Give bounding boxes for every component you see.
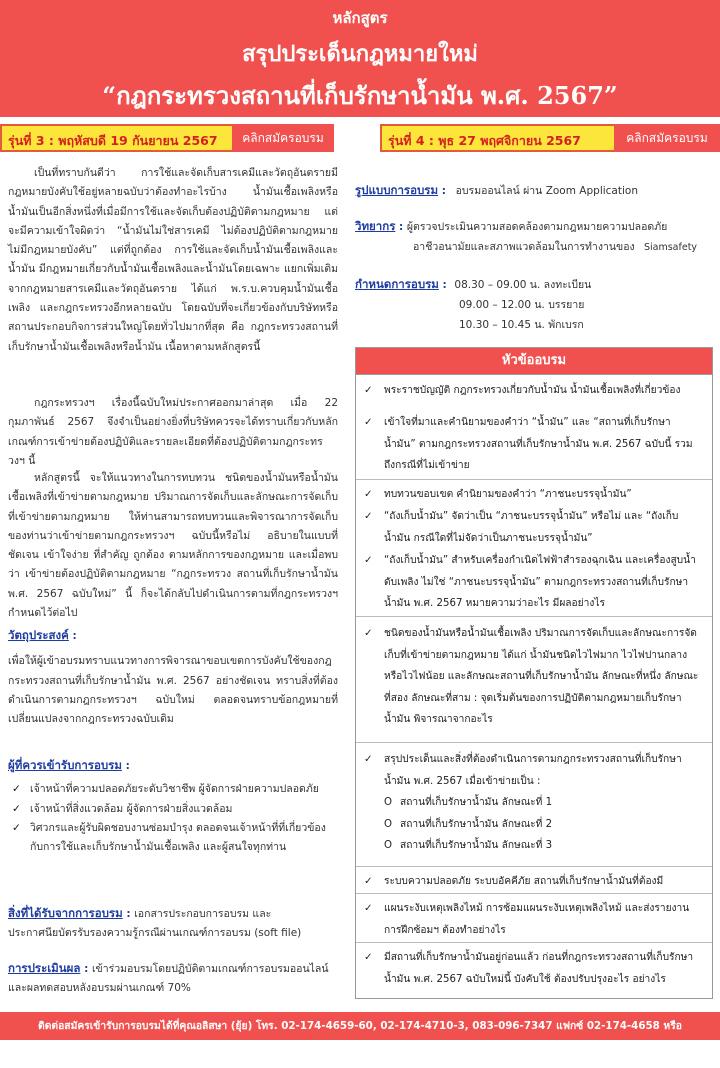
check-icon: ✓ — [364, 555, 373, 566]
course-title: สรุปประเด็นกฎหมายใหม่ — [242, 41, 478, 67]
topic-item — [356, 942, 712, 990]
objective-text: เพื่อให้ผู้เข้าอบรมทราบแนวทางการพิจารณาขอบเขตการบังคับใช้ของกฎกระทรวงสถานที่เก็บรักษาน้ำมัน พ.ศ. 2567 อย่างชัดเจน ทราบสิ่งที่ต้องดำเนินการตามกฎกระทรวงฯ ฉบับใหม่ ตลอดจนทราบข้อกฎหมายที่เปลี่ยนแปลงจากกฎกระทรวงฉบับเดิม — [8, 655, 338, 726]
format-label: รูปแบบการอบรม — [355, 183, 439, 197]
circle-bullet-icon: O — [384, 797, 393, 808]
check-icon: ✓ — [364, 417, 373, 428]
benefit-text: เอกสารประกอบการอบรม และประกาศนียบัตรรับรองความรู้กรณีผ่านเกณฑ์การอบรม (soft file) — [8, 908, 302, 940]
topics-box — [355, 347, 713, 999]
audience-item — [8, 800, 338, 819]
course-subtitle: “กฎกระทรวงสถานที่เก็บรักษาน้ำมัน พ.ศ. 2567” — [102, 81, 618, 110]
schedule-item: 10.30 – 10.45 น. พักเบรก — [459, 319, 584, 331]
speaker-line-1: ผู้ตรวจประเมินความสอดคล้องตามกฎหมายความปลอดภัย — [406, 221, 668, 233]
check-icon: ✓ — [12, 783, 21, 796]
check-icon: ✓ — [364, 876, 373, 887]
objective-section: วัตถุประสงค์ : เพื่อให้ผู้เข้าอบรมทราบแนวทางการพิจารณาขอบเขตการบังคับใช้ของกฎกระทรวงสถานที่เก็บรักษาน้ำมัน พ.ศ. 2567 อย่างชัดเจน ทราบสิ่งที่ต้องดำเนินการตามกฎกระทรวงฯ ฉบับใหม่ ตลอดจนทราบข้อกฎหมายที่เปลี่ยนแปลงจากกฎกระทรวงฉบับเดิม — [8, 626, 338, 729]
topic-text: มีสถานที่เก็บรักษาน้ำมันอยู่ก่อนแล้ว ก่อนที่กฎกระทรวงสถานที่เก็บรักษาน้ำมัน พ.ศ. 2567 ฉบับใหม่นี้ บังคับใช้ ต้องปรับปรุงอะไร อย่างไร — [384, 952, 694, 985]
check-icon: ✓ — [364, 952, 373, 963]
schedule-label: กำหนดการอบรม — [355, 277, 439, 291]
topic-item — [356, 406, 712, 477]
topic-text: ทบทวนขอบเขต คำนิยามของคำว่า “ภาชนะบรรจุน้ำมัน” — [384, 489, 632, 500]
speaker-row: วิทยากร : ผู้ตรวจประเมินความสอดคล้องตามกฎหมายความปลอดภัย อาชีวอนามัยและสภาพแวดล้อมในการทำงานของ Siamsafety — [355, 219, 698, 253]
topic-text: “ถังเก็บน้ำมัน” สำหรับเครื่องกำเนิดไฟฟ้าสำรองฉุกเฉิน และเครื่องสูบน้ำดับเพลิง ไม่ใช่ “ภาชนะบรรจุน้ำมัน” ตามกฎกระทรวงสถานที่เก็บรักษาน้ำมัน พ.ศ. 2567 หมายความว่าอะไร มีผลอย่างไร — [384, 555, 696, 609]
check-icon: ✓ — [364, 754, 373, 765]
intro-paragraph-1: เป็นที่ทราบกันดีว่า การใช้และจัดเก็บสารเคมีและวัตถุอันตรายมีกฎหมายบังคับใช้อยู่หลายฉบับว่าต้องทำอะไรบ้าง น้ำมันเชื้อเพลิงหรือน้ำมันเป็นอีกสิ่งหนึ่งที่เมื่อมีการใช้และจัดเก็บต้องปฏิบัติตามกฎหมาย แต่จะมีความเข้าใจผิดว่า “น้ำมันไม่ใช่สารเคมี ไม่ต้องปฏิบัติตามกฎหมาย ไม่มีกฎหมายบังคับ” แต่ที่ถูกต้อง การใช้และจัดเก็บน้ำมันเชื้อเพลิงและน้ำมัน มีกฎหมายเกี่ยวกับน้ำมันเชื้อเพลิงและน้ำมันโดยเฉพาะ แยกเพิ่มเติมจากกฎหมายสารเคมีและวัตถุอันตราย ได้แก่ พ.ร.บ.ควบคุมน้ำมันเชื้อเพลิง และกฎกระทรวงอีกหลายฉบับ โดยฉบับที่จะเกี่ยวข้องกับบริษัทหรือสถานประกอบกิจการส่วนใหญ่โดยทั่วไปมากที่สุด คือ กฎกระทรวงสถานที่เก็บรักษาน้ำมันเชื้อเพลิงหรือน้ำมัน เนื้อหาตามหลักสูตรนี้ — [8, 167, 338, 353]
audience-item — [8, 780, 338, 799]
intro-paragraph-2: กฎกระทรวงฯ เรื่องนี้ฉบับใหม่ประกาศออกมาล่าสุด เมื่อ 22 กุมภาพันธ์ 2567 จึงจำเป็นอย่างยิ่งที่บริษัทควรจะได้ทราบเกี่ยวกับหลักเกณฑ์การเข้าข่ายต้องปฏิบัติและรายละเอียดที่ต้องปฏิบัติตามกฎกระทรวงฯ นี้ — [8, 397, 338, 467]
circle-bullet-icon: O — [384, 840, 393, 851]
speaker-line-2: อาชีวอนามัยและสภาพแวดล้อมในการทำงานของ — [413, 241, 635, 253]
topic-text: แผนระงับเหตุเพลิงไหม้ การซ้อมแผนระงับเหตุเพลิงไหม้ และส่งรายงานการฝึกซ้อมฯ ต้องทำอย่างไร — [384, 903, 690, 936]
format-value: อบรมออนไลน์ ผ่าน Zoom Application — [455, 185, 638, 197]
check-icon: ✓ — [364, 903, 373, 914]
topic-item — [356, 502, 712, 549]
circle-bullet-icon: O — [384, 818, 393, 830]
audience-item-text: เจ้าหน้าที่สิ่งแวดล้อม ผู้จัดการฝ่ายสิ่งแวดล้อม — [30, 802, 233, 815]
topic-text: “ถังเก็บน้ำมัน” จัดว่าเป็น “ภาชนะบรรจุน้ำมัน” หรือไม่ และ “ถังเก็บน้ำมัน กรณีใดที่ไม่จัดว่าเป็นภาชนะบรรจุน้ำมัน” — [384, 511, 679, 544]
evaluation-text: เข้าร่วมอบรมโดยปฏิบัติตามเกณฑ์การอบรมออนไลน์และผลทดสอบหลังอบรมผ่านเกณฑ์ 70% — [8, 963, 329, 995]
schedule-row: กำหนดการอบรม : 08.30 – 09.00 น. ลงทะเบียน 09.00 – 12.00 น. บรรยาย 10.30 – 10.45 น. พักเบรก — [355, 274, 713, 335]
check-icon: ✓ — [12, 802, 21, 815]
round-4-register-button[interactable]: คลิกสมัครอบรม — [614, 124, 720, 152]
topic-subitem — [384, 835, 702, 857]
topic-item — [356, 616, 712, 731]
round-4-label: รุ่นที่ 4 : พุธ 27 พฤศจิกายน 2567 — [388, 133, 581, 148]
round-3-bar — [0, 124, 334, 152]
audience-item-text: เจ้าหน้าที่ความปลอดภัยระดับวิชาชีพ ผู้จัดการฝ่ายความปลอดภัย — [30, 783, 319, 796]
topic-item — [356, 866, 712, 893]
objective-heading: วัตถุประสงค์ — [8, 628, 69, 642]
check-icon: ✓ — [364, 385, 373, 396]
topic-item — [356, 374, 712, 402]
round-3-register-button[interactable]: คลิกสมัครอบรม — [232, 124, 334, 152]
topic-item — [356, 546, 712, 615]
course-header — [0, 0, 720, 117]
course-label: หลักสูตร — [332, 9, 388, 27]
benefit-section: สิ่งที่ได้รับจากการอบรม : เอกสารประกอบการอบรม และประกาศนียบัตรรับรองความรู้กรณีผ่านเกณฑ์การอบรม (soft file) — [8, 906, 302, 940]
check-icon: ✓ — [364, 628, 373, 639]
topic-text: ระบบความปลอดภัย ระบบอัคคีภัย สถานที่เก็บรักษาน้ำมันที่ต้องมี — [384, 876, 664, 887]
check-icon: ✓ — [12, 821, 21, 834]
round-4-bar — [380, 124, 720, 152]
speaker-label: วิทยากร — [355, 219, 396, 233]
topic-text: สรุปประเด็นและสิ่งที่ต้องดำเนินการตามกฎกระทรวงสถานที่เก็บรักษาน้ำมัน พ.ศ. 2567 เมื่อเข้าข่ายเป็น : — [384, 754, 682, 787]
check-icon: ✓ — [364, 511, 373, 522]
audience-item — [8, 819, 338, 858]
topics-heading: หัวข้ออบรม — [356, 348, 712, 375]
topic-item — [356, 742, 712, 857]
round-3-label: รุ่นที่ 3 : พฤหัสบดี 19 กันยายน 2567 — [8, 133, 218, 148]
speaker-org: Siamsafety — [643, 242, 698, 253]
topic-subitem — [384, 814, 702, 836]
schedule-item: 08.30 – 09.00 น. ลงทะเบียน — [454, 279, 592, 291]
topic-subitem — [384, 792, 702, 814]
contact-footer: ติดต่อสมัครเข้ารับการอบรมได้ที่คุณอลิสษา (ยุ้ย) โทร. 02-174-4659-60, 02-174-4710-3, 083-096-7347 แฟกซ์ 02-174-4658 หรือ myadmin@siamsafety.com — [0, 1012, 720, 1040]
audience-heading: ผู้ที่ควรเข้ารับการอบรม — [8, 758, 122, 772]
topic-text: เข้าใจที่มาและคำนิยามของคำว่า “น้ำมัน” และ “สถานที่เก็บรักษาน้ำมัน” ตามกฎกระทรวงสถานที่เก็บรักษาน้ำมัน พ.ศ. 2567 ฉบับนี้ รวมถึงกรณีที่ไม่เข้าข่าย — [384, 417, 693, 471]
audience-section: ผู้ที่ควรเข้ารับการอบรม : ✓ เจ้าหน้าที่ความปลอดภัยระดับวิชาชีพ ผู้จัดการฝ่ายความปลอดภัย ✓ เจ้าหน้าที่สิ่งแวดล้อม ผู้จัดการฝ่ายสิ่งแวดล้อม ✓ วิศวกรและผู้รับผิดชอบงานซ่อมบำรุง ตลอดจนเจ้าหน้าที่ที่เกี่ยวข้องกับการใช้และเก็บรักษาน้ำมันเชื้อเพลิง และผู้สนใจทุกท่าน — [8, 756, 338, 857]
evaluation-section: การประเมินผล : เข้าร่วมอบรมโดยปฏิบัติตามเกณฑ์การอบรมออนไลน์และผลทดสอบหลังอบรมผ่านเกณฑ์ 70% — [8, 961, 329, 995]
audience-item-text: วิศวกรและผู้รับผิดชอบงานซ่อมบำรุง ตลอดจนเจ้าหน้าที่ที่เกี่ยวข้องกับการใช้และเก็บรักษาน้ำมันเชื้อเพลิง และผู้สนใจทุกท่าน — [30, 821, 326, 854]
topic-subitem-text: สถานที่เก็บรักษาน้ำมัน ลักษณะที่ 2 — [400, 818, 553, 830]
intro-paragraph-3: หลักสูตรนี้ จะให้แนวทางในการทบทวน ชนิดของน้ำมันหรือน้ำมันเชื้อเพลิงที่เข้าข่ายตามกฎหมาย ปริมาณการจัดเก็บและลักษณะการจัดเก็บที่เข้าข่ายตามกฎหมาย ให้ท่านสามารถทบทวนและพิจารณาการจัดเก็บของท่านว่าเข้าข่ายตามกฎกระทรวงฯ ฉบับนี้หรือไม่ อธิบายในแบบที่ชัดเจน เข้าใจง่าย ที่สำคัญ ถูกต้อง ตามหลักการของกฎหมาย และเมื่อพบว่า เข้าข่ายต้องปฏิบัติตามกฎหมาย “กฎกระทรวง สถานที่เก็บรักษาน้ำมัน พ.ศ. 2567 ฉบับใหม่” นี้ ก็จะได้กลับไปดำเนินการตามที่กฎกระทรวงฯ กำหนดไว้ต่อไป — [8, 472, 338, 620]
topic-item — [356, 893, 712, 941]
topic-subitem-text: สถานที่เก็บรักษาน้ำมัน ลักษณะที่ 1 — [400, 797, 553, 808]
evaluation-heading: การประเมินผล — [8, 961, 81, 975]
schedule-item: 09.00 – 12.00 น. บรรยาย — [459, 299, 585, 311]
topic-text: ชนิดของน้ำมันหรือน้ำมันเชื้อเพลิง ปริมาณการจัดเก็บและลักษณะการจัดเก็บที่เข้าข่ายตามกฎหมาย ได้แก่ น้ำมันชนิดไวไฟมาก ไวไฟปานกลาง หรือไวไฟน้อย และลักษณะสถานที่เก็บรักษาน้ำมัน ลักษณะที่หนึ่ง ลักษณะที่สอง ลักษณะที่สาม : จุดเริ่มต้นของการปฏิบัติตามกฎหมายเก็บรักษาน้ำมัน พิจารณาจากอะไร — [384, 628, 699, 725]
topic-text: พระราชบัญญัติ กฎกระทรวงเกี่ยวกับน้ำมัน น้ำมันเชื้อเพลิงที่เกี่ยวข้อง — [384, 385, 681, 396]
topic-subitem-text: สถานที่เก็บรักษาน้ำมัน ลักษณะที่ 3 — [400, 840, 553, 851]
check-icon: ✓ — [364, 489, 373, 500]
benefit-heading: สิ่งที่ได้รับจากการอบรม — [8, 906, 123, 920]
format-row: รูปแบบการอบรม : อบรมออนไลน์ ผ่าน Zoom Application — [355, 183, 638, 197]
